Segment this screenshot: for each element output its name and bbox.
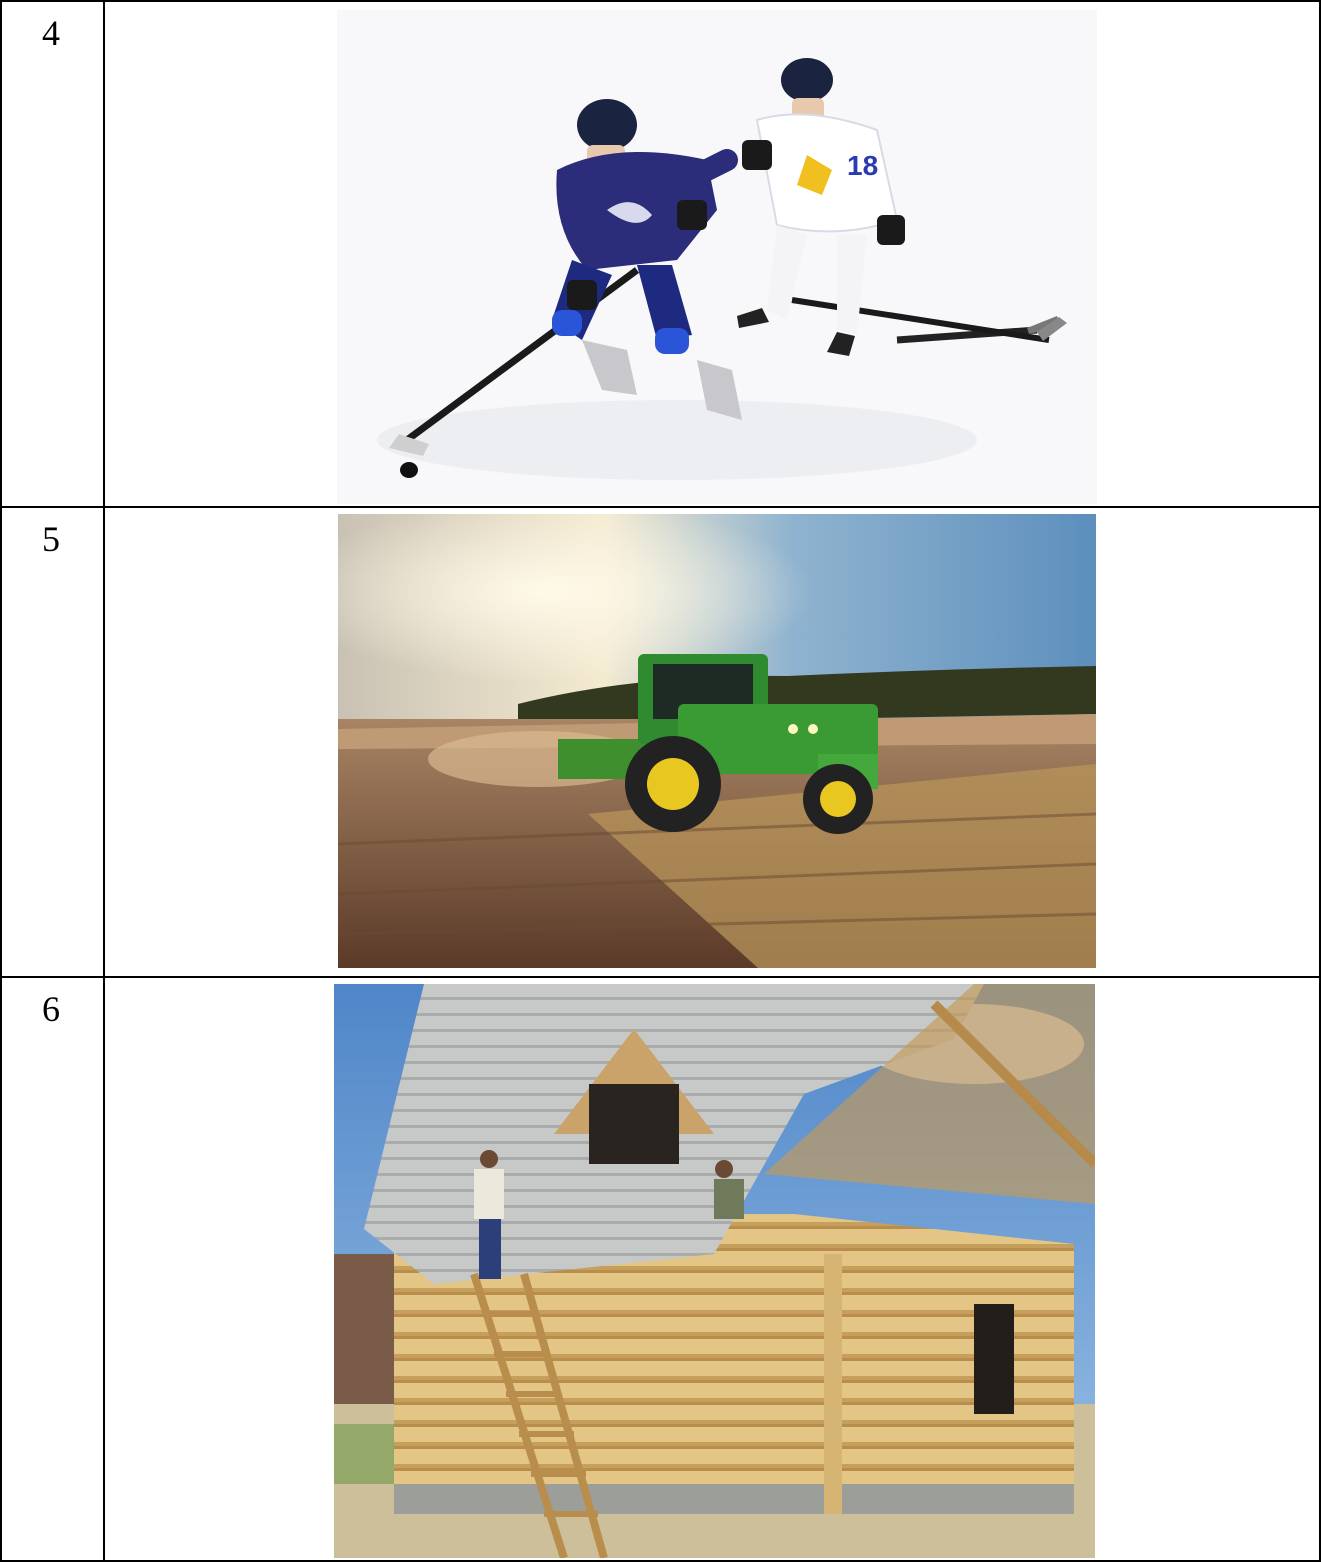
image-cell xyxy=(104,507,1320,978)
table-row xyxy=(1,507,1320,978)
row-number-cell xyxy=(1,1,104,507)
row-number: 6 xyxy=(42,989,60,1030)
row-number: 4 xyxy=(42,13,60,53)
tractor-plowing-field-photo xyxy=(338,514,1096,968)
log-house-construction-photo xyxy=(334,984,1095,1558)
table-row xyxy=(1,977,1320,1561)
table-row xyxy=(1,1,1320,507)
svg-text:18: 18 xyxy=(847,150,879,181)
row-number-cell xyxy=(1,507,104,978)
row-number-cell xyxy=(1,977,104,1561)
row-number: 5 xyxy=(42,518,60,559)
image-cell xyxy=(104,977,1320,1561)
hockey-players-photo xyxy=(337,10,1097,504)
image-cell xyxy=(104,1,1320,507)
